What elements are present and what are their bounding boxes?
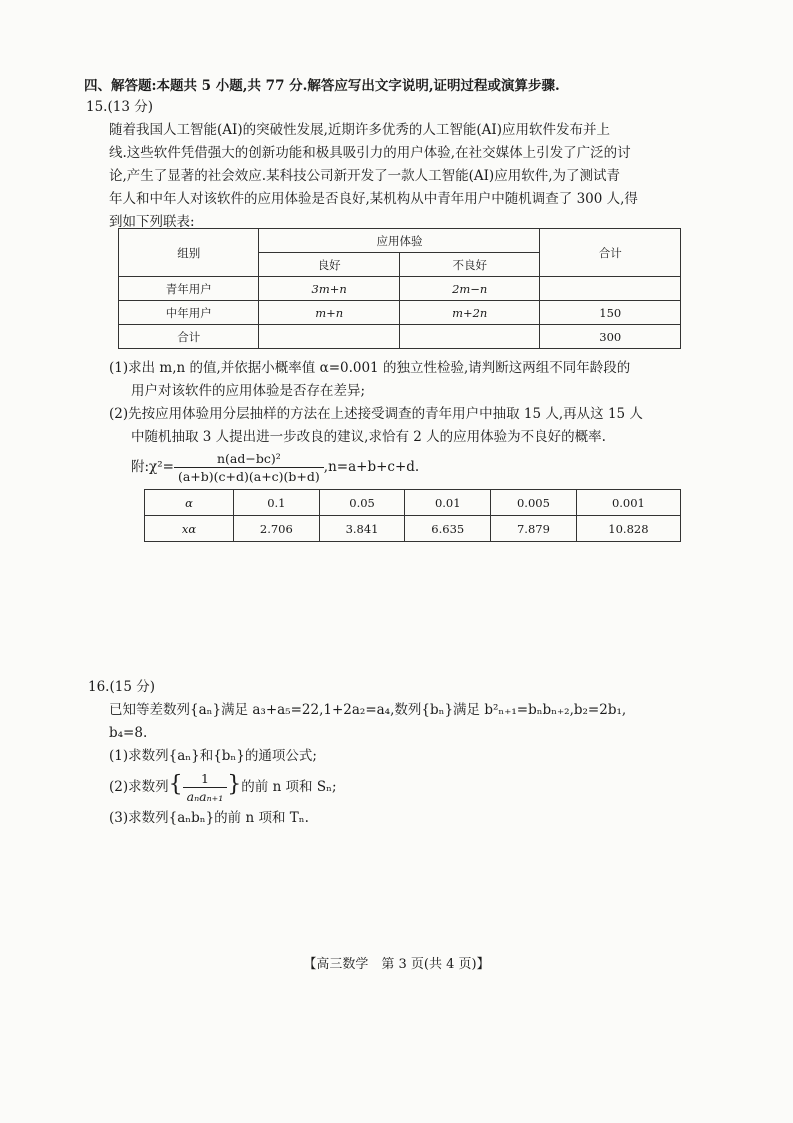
q15-intro-line-3: 论,产生了显著的社会效应.某科技公司新开发了一款人工智能(AI)应用软件,为了测试青 xyxy=(109,168,620,184)
alpha-value: 0.01 xyxy=(405,490,491,516)
cell-good: m+n xyxy=(259,301,400,325)
formula-fraction xyxy=(174,450,324,485)
formula-prefix: 附:χ²= xyxy=(131,459,174,475)
alpha-label: α xyxy=(145,490,234,516)
x-value: 6.635 xyxy=(405,516,491,542)
contingency-table xyxy=(118,228,681,349)
q15-intro-line-1: 随着我国人工智能(AI)的突破性发展,近期许多优秀的人工智能(AI)应用软件发布并上 xyxy=(109,122,611,138)
x-value: 2.706 xyxy=(234,516,320,542)
critical-value-table xyxy=(144,489,681,542)
q15-part2-line-2: 中随机抽取 3 人提出进一步改良的建议,求恰有 2 人的应用体验为不良好的概率. xyxy=(131,429,606,445)
q16-line-2: b₄=8. xyxy=(109,725,148,741)
q16-part2-suffix: 的前 n 项和 Sₙ; xyxy=(241,779,337,795)
q16-part3: (3)求数列{aₙbₙ}的前 n 项和 Tₙ. xyxy=(109,810,309,826)
alpha-value: 0.05 xyxy=(319,490,405,516)
header-bad: 不良好 xyxy=(399,253,540,277)
formula-numerator: n(ad−bc)² xyxy=(174,450,324,468)
header-group: 组别 xyxy=(119,229,259,277)
q15-number: 15.(13 分) xyxy=(86,99,153,115)
q16-number: 16.(15 分) xyxy=(88,679,155,695)
q16-part2-denominator: aₙaₙ₊₁ xyxy=(186,789,224,804)
cell-bad: 2m−n xyxy=(399,277,540,301)
page-footer: 【高三数学 第 3 页(共 4 页)】 xyxy=(303,957,490,972)
formula-suffix: ,n=a+b+c+d. xyxy=(323,459,420,475)
q16-line-1: 已知等差数列{aₙ}满足 a₃+a₅=22,1+2a₂=a₄,数列{bₙ}满足 b²ₙ₊₁=bₙbₙ₊₂,b₂=2b₁, xyxy=(109,702,627,718)
table-row xyxy=(145,490,681,516)
cell-total: 300 xyxy=(540,325,681,349)
header-experience: 应用体验 xyxy=(259,229,540,253)
cell-total: 150 xyxy=(540,301,681,325)
left-brace: { xyxy=(168,772,183,797)
table-row xyxy=(119,277,681,301)
q15-formula xyxy=(131,450,419,485)
header-total: 合计 xyxy=(540,229,681,277)
table-row xyxy=(119,301,681,325)
q16-part1: (1)求数列{aₙ}和{bₙ}的通项公式; xyxy=(109,748,317,764)
table-row xyxy=(119,325,681,349)
x-value: 3.841 xyxy=(319,516,405,542)
row-label: 青年用户 xyxy=(119,277,259,301)
cell-bad xyxy=(399,325,540,349)
q16-part2-prefix: (2)求数列 xyxy=(109,779,169,795)
section-header: 四、解答题:本题共 5 小题,共 77 分.解答应写出文字说明,证明过程或演算步骤. xyxy=(84,78,560,94)
right-brace: } xyxy=(227,772,242,797)
q16-part2-numerator: 1 xyxy=(183,770,228,788)
q16-part2 xyxy=(109,766,337,806)
q15-intro-line-2: 线.这些软件凭借强大的创新功能和极具吸引力的用户体验,在社交媒体上引发了广泛的讨 xyxy=(109,145,631,161)
cell-bad: m+2n xyxy=(399,301,540,325)
alpha-value: 0.001 xyxy=(576,490,680,516)
q15-part1-line-2: 用户对该软件的应用体验是否存在差异; xyxy=(131,383,366,399)
q15-part1-line-1: (1)求出 m,n 的值,并依据小概率值 α=0.001 的独立性检验,请判断这两组不同年龄段的 xyxy=(109,360,631,376)
alpha-value: 0.005 xyxy=(491,490,577,516)
row-label: 中年用户 xyxy=(119,301,259,325)
table-row xyxy=(145,516,681,542)
row-label: 合计 xyxy=(119,325,259,349)
formula-denominator: (a+b)(c+d)(a+c)(b+d) xyxy=(177,469,320,484)
q15-intro-line-5: 到如下列联表: xyxy=(109,214,195,230)
alpha-value: 0.1 xyxy=(234,490,320,516)
q15-part2-line-1: (2)先按应用体验用分层抽样的方法在上述接受调查的青年用户中抽取 15 人,再从这 15 人 xyxy=(109,406,643,422)
x-value: 7.879 xyxy=(491,516,577,542)
cell-good: 3m+n xyxy=(259,277,400,301)
cell-total xyxy=(540,277,681,301)
header-good: 良好 xyxy=(259,253,400,277)
q15-intro-line-4: 年人和中年人对该软件的应用体验是否良好,某机构从中青年用户中随机调查了 300 人,得 xyxy=(109,191,638,207)
x-value: 10.828 xyxy=(576,516,680,542)
cell-good xyxy=(259,325,400,349)
q16-part2-fraction xyxy=(183,770,228,805)
x-label: xα xyxy=(145,516,234,542)
